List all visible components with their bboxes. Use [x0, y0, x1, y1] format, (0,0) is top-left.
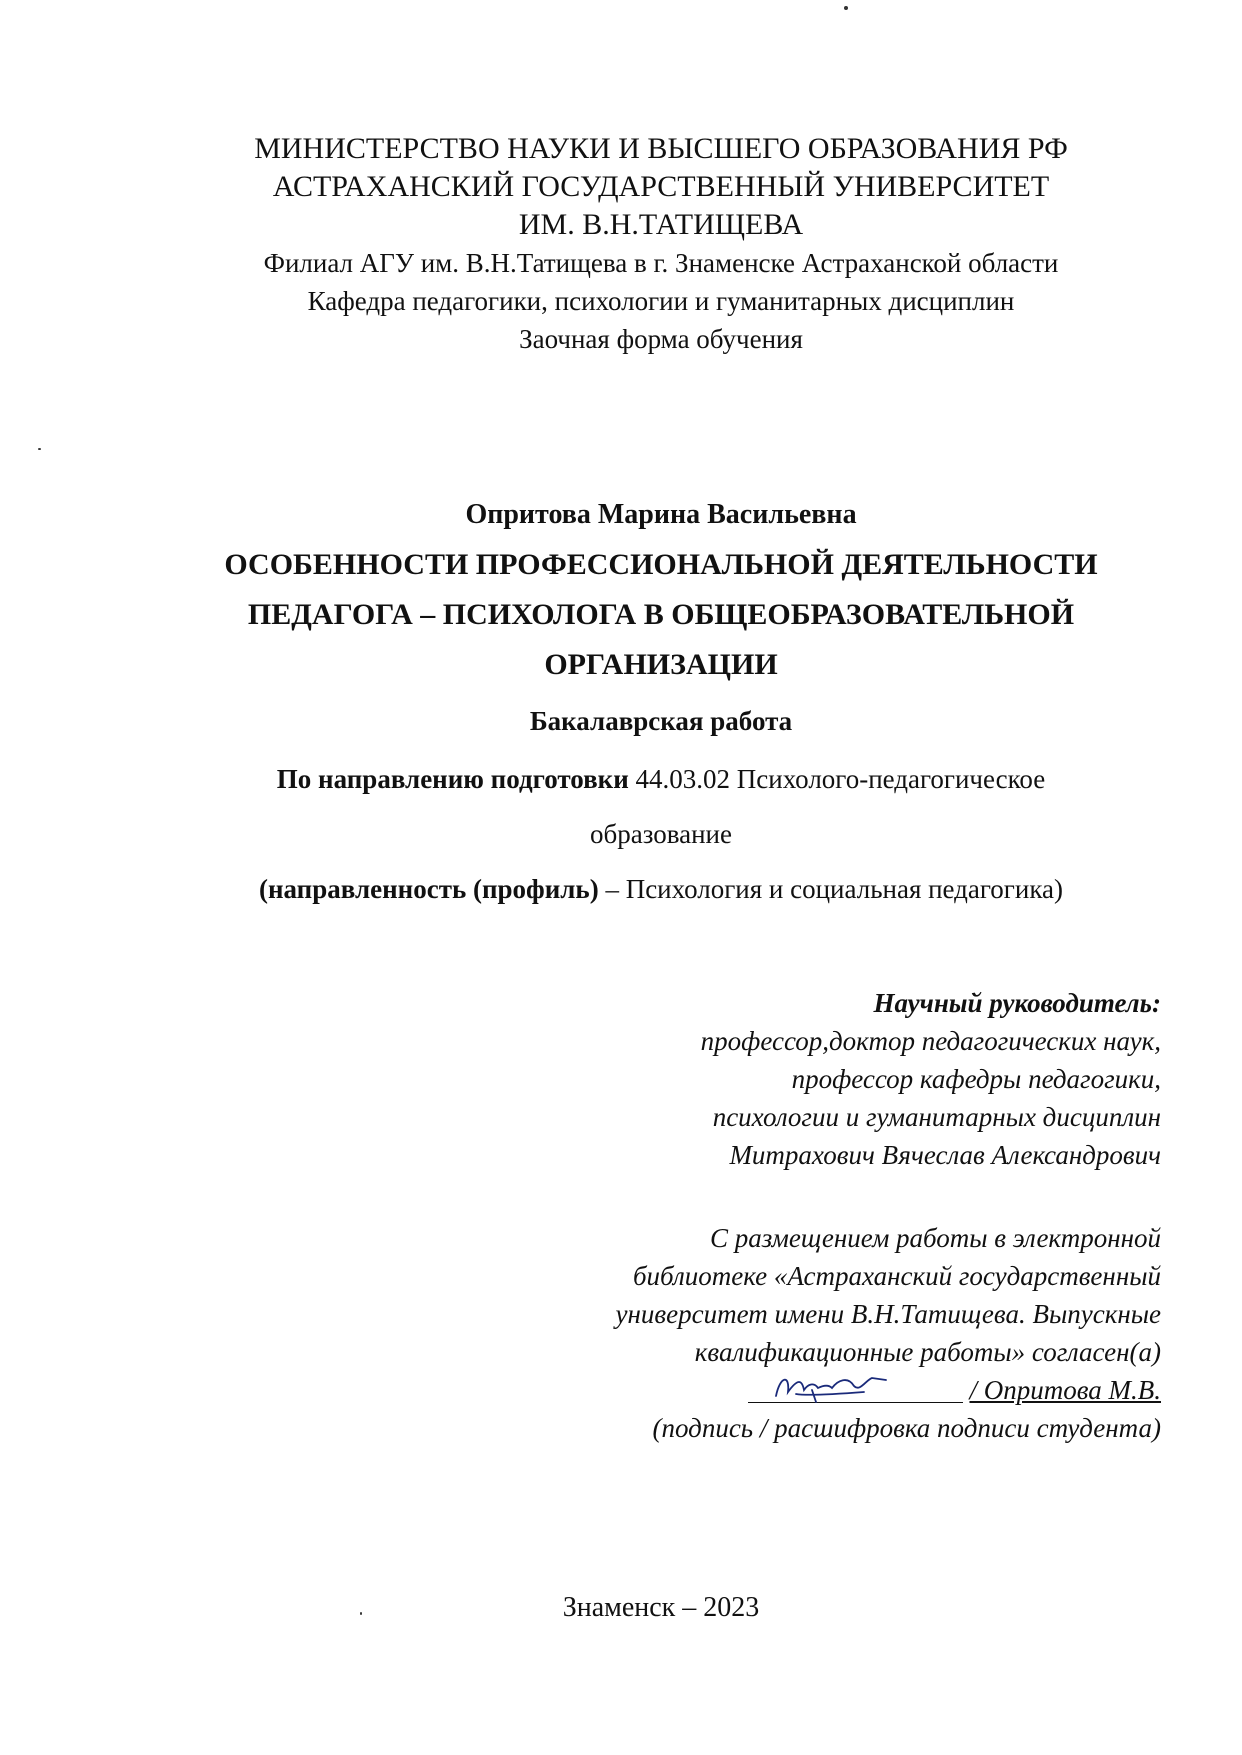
author-name — [0, 497, 1242, 533]
signature-caption: (подпись / расшифровка подписи студента) — [652, 1413, 1161, 1443]
supervisor-title: профессор,доктор педагогических наук, — [700, 1026, 1161, 1056]
branch-name: Филиал АГУ им. В.Н.Татищева в г. Знаменске Астраханской области — [263, 248, 1059, 278]
profile-line — [0, 862, 1242, 917]
consent-text: квалификационные работы» согласен(а) — [694, 1337, 1161, 1367]
supervisor-heading: Научный руководитель: — [873, 988, 1161, 1018]
university-name-suffix: ИМ. В.Н.ТАТИЩЕВА — [518, 208, 804, 241]
consent-text: университет имени В.Н.Татищева. Выпускные — [615, 1299, 1161, 1329]
study-direction — [0, 752, 1242, 917]
scan-speck — [844, 6, 848, 10]
scan-speck — [360, 1612, 362, 1615]
consent-text: С размещением работы в электронной — [709, 1223, 1161, 1253]
consent-block — [361, 1219, 1161, 1447]
supervisor-block — [361, 984, 1161, 1174]
handwritten-signature — [748, 1372, 963, 1403]
thesis-title — [0, 540, 1242, 690]
ministry-header — [0, 130, 1242, 358]
direction-value: 44.03.02 Психолого-педагогическое — [635, 764, 1046, 794]
thesis-title-line: ПЕДАГОГА – ПСИХОЛОГА В ОБЩЕОБРАЗОВАТЕЛЬНОЙ — [247, 598, 1075, 631]
profile-value: – Психология и социальная педагогика) — [605, 874, 1064, 904]
supervisor-position: профессор кафедры педагогики, — [791, 1064, 1161, 1094]
profile-label: (направленность (профиль) — [258, 874, 599, 904]
signature-scribble-icon — [768, 1366, 908, 1406]
city-year-text: Знаменск – 2023 — [562, 1592, 760, 1623]
study-form: Заочная форма обучения — [519, 324, 803, 354]
ministry-name: МИНИСТЕРСТВО НАУКИ И ВЫСШЕГО ОБРАЗОВАНИЯ РФ — [254, 132, 1068, 165]
signature-row — [361, 1371, 1161, 1409]
work-type — [0, 703, 1242, 739]
author-name-text: Опритова Марина Васильевна — [465, 499, 857, 530]
city-year — [0, 1590, 1242, 1626]
consent-text: библиотеке «Астраханский государственный — [632, 1261, 1161, 1291]
direction-line — [0, 752, 1242, 807]
signature-name: / Опритова М.В. — [969, 1375, 1161, 1405]
direction-label: По направлению подготовки — [276, 764, 629, 794]
supervisor-position-continued: психологии и гуманитарных дисциплин — [712, 1102, 1161, 1132]
thesis-title-line: ОРГАНИЗАЦИИ — [544, 648, 778, 681]
department-name: Кафедра педагогики, психологии и гуманитарных дисциплин — [307, 286, 1015, 316]
supervisor-name: Митрахович Вячеслав Александрович — [729, 1140, 1161, 1170]
thesis-title-line: ОСОБЕННОСТИ ПРОФЕССИОНАЛЬНОЙ ДЕЯТЕЛЬНОСТИ — [224, 548, 1098, 581]
direction-value-continued: образование — [590, 819, 732, 849]
university-name: АСТРАХАНСКИЙ ГОСУДАРСТВЕННЫЙ УНИВЕРСИТЕТ — [272, 170, 1050, 203]
work-type-text: Бакалаврская работа — [529, 706, 793, 736]
scan-speck — [38, 448, 41, 450]
